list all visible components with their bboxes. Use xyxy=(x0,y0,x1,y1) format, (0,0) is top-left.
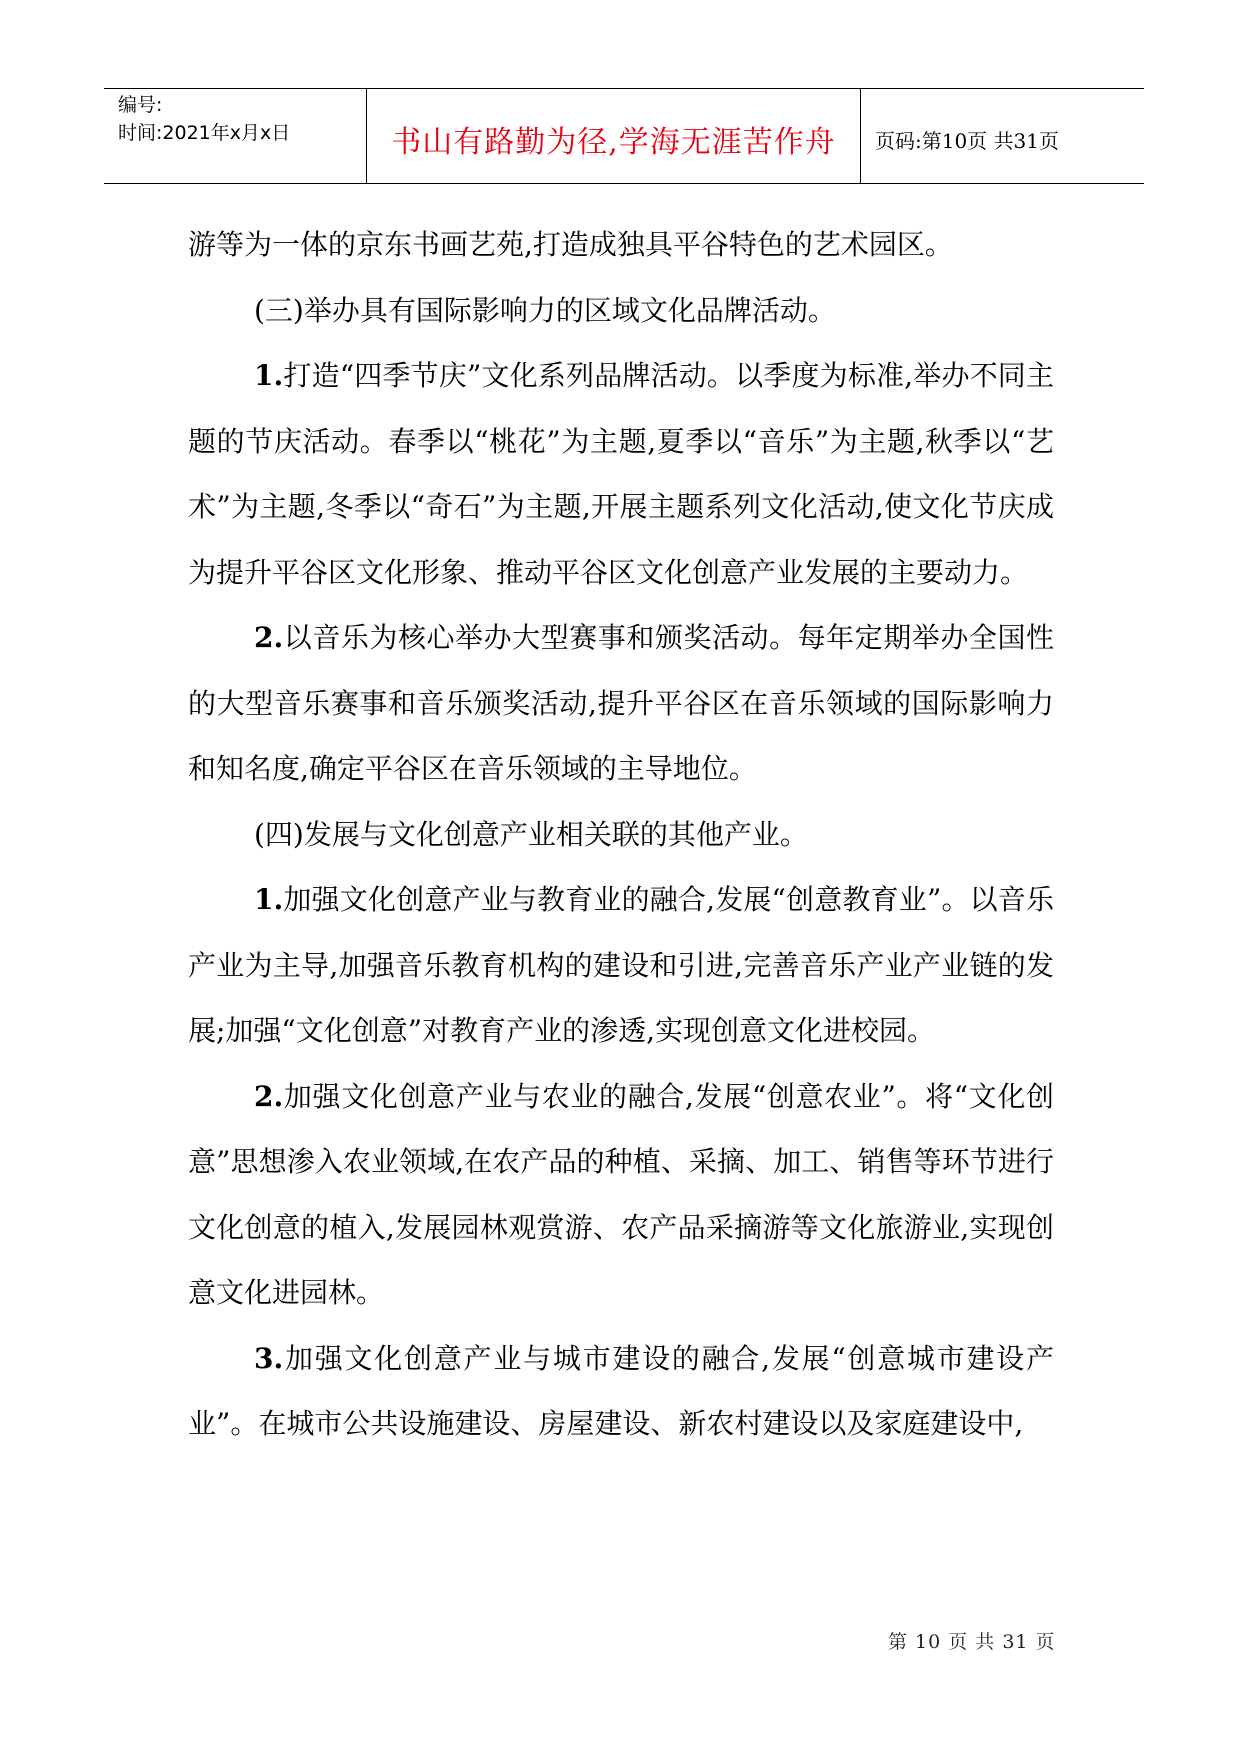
header-motto: 书山有路勤为径,学海无涯苦作舟 xyxy=(391,125,836,160)
item-number: 2. xyxy=(254,1079,284,1113)
header-meta-cell xyxy=(104,89,367,183)
document-header xyxy=(104,88,1144,184)
document-body xyxy=(188,212,1054,1457)
header-page-info: 页码:第10页 共31页 xyxy=(875,129,1059,153)
item-number: 2. xyxy=(254,621,284,654)
document-number-label: 编号: xyxy=(118,94,163,116)
item-text: 打造“四季节庆”文化系列品牌活动。以季度为标准,举办不同主题的节庆活动。春季以“桃花”为主题,夏季以“音乐”为主题,秋季以“艺术”为主题,冬季以“奇石”为主题,开展主题系列文化活动,使文化节庆成为提升平谷区文化形象、推动平谷区文化创意产业发展的主要动力。 xyxy=(188,359,1054,589)
paragraph-item xyxy=(188,1326,1054,1457)
paragraph-continuation: 游等为一体的京东书画艺苑,打造成独具平谷特色的艺术园区。 xyxy=(188,228,953,261)
paragraph-item xyxy=(188,343,1054,605)
page-footer: 第 10 页 共 31 页 xyxy=(888,1631,1056,1653)
item-number: 1. xyxy=(254,359,284,392)
item-number: 3. xyxy=(254,1341,284,1375)
header-motto-cell xyxy=(367,89,861,183)
section-heading-4: (四)发展与文化创意产业相关联的其他产业。 xyxy=(254,817,808,851)
section-heading-3: (三)举办具有国际影响力的区域文化品牌活动。 xyxy=(254,293,836,327)
item-text: 加强文化创意产业与教育业的融合,发展“创意教育业”。以音乐产业为主导,加强音乐教育机构的建设和引进,完善音乐产业产业链的发展;加强“文化创意”对教育产业的渗透,实现创意文化进校园。 xyxy=(188,883,1054,1047)
header-page-cell xyxy=(861,89,1144,183)
paragraph-item xyxy=(188,605,1054,802)
item-number: 1. xyxy=(254,883,284,916)
item-text: 以音乐为核心举办大型赛事和颁奖活动。每年定期举办全国性的大型音乐赛事和音乐颁奖活动,提升平谷区在音乐领域的国际影响力和知名度,确定平谷区在音乐领域的主导地位。 xyxy=(188,621,1054,785)
item-text: 加强文化创意产业与农业的融合,发展“创意农业”。将“文化创意”思想渗入农业领域,在农产品的种植、采摘、加工、销售等环节进行文化创意的植入,发展园林观赏游、农产品采摘游等文化旅游业,实现创意文化进园林。 xyxy=(188,1079,1054,1309)
document-date-label: 时间:2021年x月x日 xyxy=(118,122,291,144)
paragraph-item xyxy=(188,867,1054,1064)
paragraph-item xyxy=(188,1064,1054,1326)
item-text: 加强文化创意产业与城市建设的融合,发展“创意城市建设产业”。在城市公共设施建设、房屋建设、新农村建设以及家庭建设中, xyxy=(188,1341,1054,1440)
